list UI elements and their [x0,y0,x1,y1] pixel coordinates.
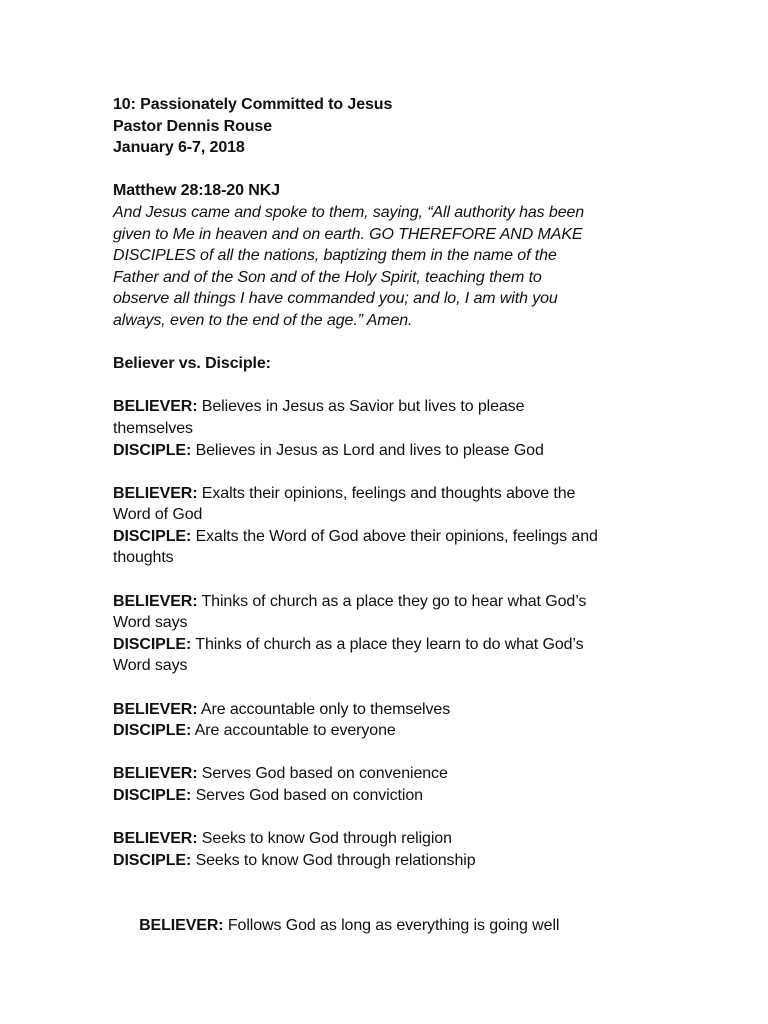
disciple-label: DISCIPLE: [113,635,192,653]
believer-entry [113,893,673,934]
spacer [113,742,673,764]
believer-label: BELIEVER: [113,592,198,610]
believer-label: BELIEVER: [113,484,198,502]
disciple-entry [113,785,673,807]
comparison-block [113,569,673,677]
believer-label: BELIEVER: [113,830,198,848]
disciple-entry [113,720,673,742]
comparison-block [113,677,673,742]
speaker-name: Pastor Dennis Rouse [113,117,273,135]
spacer [113,807,673,829]
disciple-entry [113,850,673,872]
sermon-date: January 6-7, 2018 [113,139,245,157]
disciple-text-continuation: thoughts [113,549,174,567]
disciple-text: Seeks to know God through relationship [191,851,476,869]
disciple-label: DISCIPLE: [113,787,192,804]
believer-text-continuation: Word of God [113,506,203,524]
disciple-text: Exalts the Word of God above their opinions, feelings and [191,527,598,545]
believer-entry [113,396,673,418]
believer-text: Serves God based on convenience [197,765,448,783]
spacer [113,332,673,354]
document-body [113,94,673,934]
comparison-block [113,742,673,807]
disciple-label: DISCIPLE: [113,441,192,459]
believer-text-continuation: Word says [113,614,188,632]
spacer [113,461,673,483]
sermon-title: 10: Passionately Committed to Jesus [113,96,393,113]
believer-entry [113,591,673,613]
disciple-label: DISCIPLE: [113,722,192,740]
believer-text: Seeks to know God through religion [197,830,452,848]
disciple-label: DISCIPLE: [113,527,192,545]
disciple-label: DISCIPLE: [113,851,192,869]
spacer [113,159,673,181]
scripture-passage [113,202,673,332]
believer-text: Thinks of church as a place they go to hear what God’s [197,592,587,610]
scripture-line: always, even to the end of the age.” Amen. [113,311,413,329]
scripture-line: observe all things I have commanded you; and lo, I am with you [113,290,558,308]
spacer [113,375,673,397]
disciple-entry [113,526,673,548]
believer-text: Are accountable only to themselves [197,700,451,718]
believer-entry [113,699,673,721]
scripture-line: Father and of the Son and of the Holy Spirit, teaching them to [113,268,542,286]
section-heading: Believer vs. Disciple: [113,355,271,373]
believer-text-continuation: themselves [113,419,193,437]
believer-label: BELIEVER: [139,916,224,934]
disciple-text: Are accountable to everyone [191,722,396,740]
believer-text: Believes in Jesus as Savior but lives to please [197,398,525,416]
comparison-block [113,461,673,569]
spacer [113,569,673,591]
believer-entry [113,483,673,505]
scripture-reference: Matthew 28:18-20 NKJ [113,182,280,200]
disciple-entry [113,440,673,462]
comparison-block [113,375,673,461]
scripture-line: DISCIPLES of all the nations, baptizing them in the name of the [113,247,557,265]
comparison-list [113,375,673,872]
believer-label: BELIEVER: [113,700,198,718]
disciple-text: Believes in Jesus as Lord and lives to please God [191,441,544,459]
disciple-entry [113,634,673,656]
believer-text: Follows God as long as everything is going well [223,916,560,934]
believer-text: Exalts their opinions, feelings and thoughts above the [197,484,576,502]
disciple-text: Thinks of church as a place they learn to do what God’s [191,635,584,653]
disciple-text: Serves God based on conviction [191,787,423,804]
believer-label: BELIEVER: [113,765,198,783]
believer-entry [113,828,673,850]
scripture-line: And Jesus came and spoke to them, saying, “All authority has been [113,203,585,221]
spacer [113,677,673,699]
spacer [113,871,673,893]
scripture-line: given to Me in heaven and on earth. GO THEREFORE AND MAKE [113,225,583,243]
comparison-block [113,807,673,872]
believer-entry [113,763,673,785]
disciple-text-continuation: Word says [113,657,188,675]
believer-label: BELIEVER: [113,398,198,416]
